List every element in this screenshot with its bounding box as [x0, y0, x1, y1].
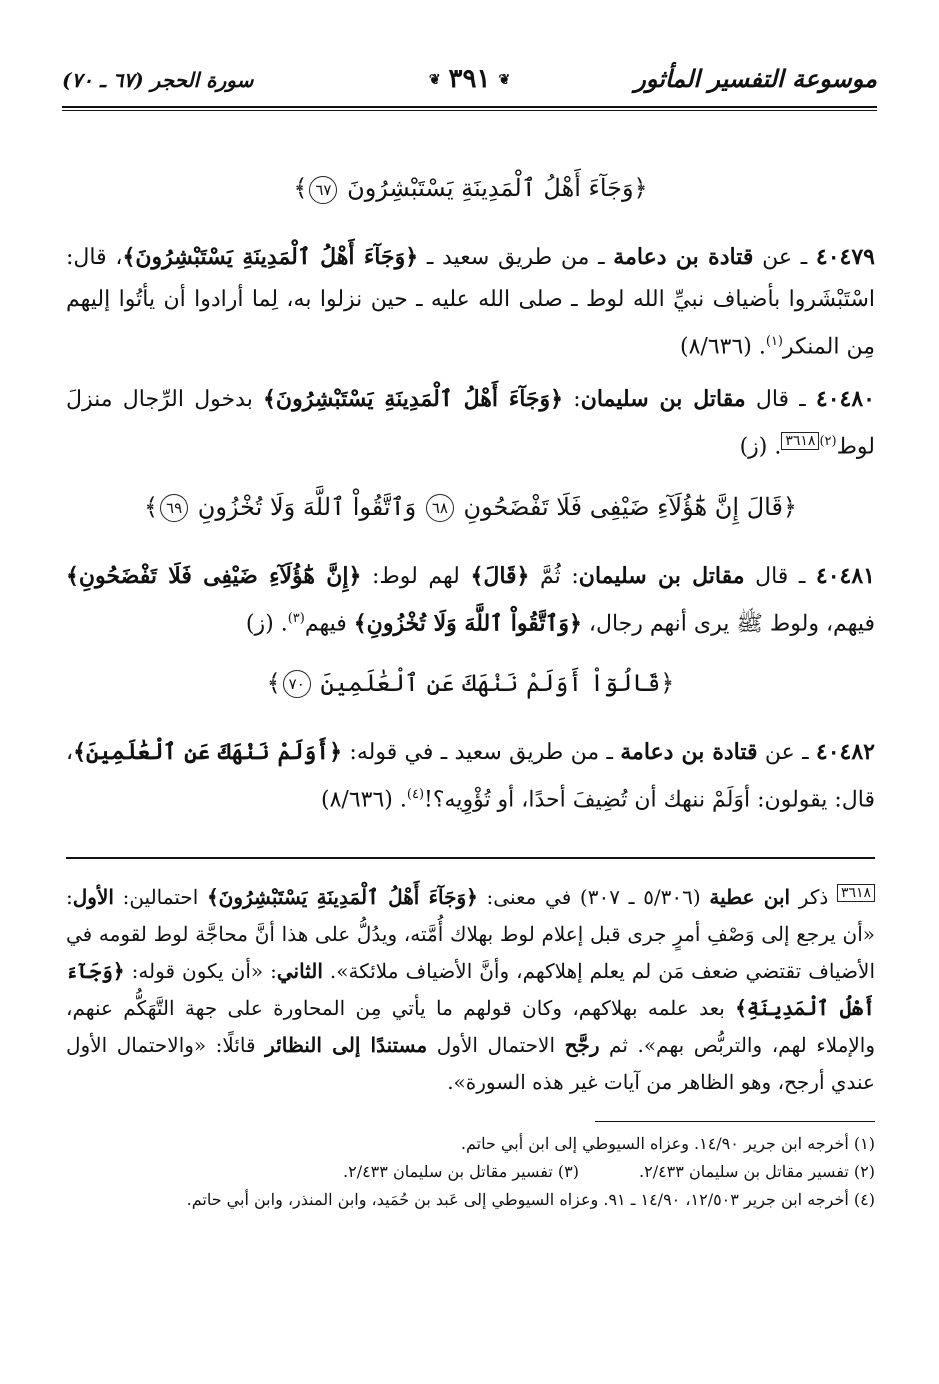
book-title: موسوعة التفسير المأثور	[634, 64, 877, 93]
narrator-name: مقاتل بن سليمان	[580, 386, 746, 413]
header-rule-thin	[62, 110, 877, 111]
entry-text: ـ قال	[745, 387, 816, 413]
verse-bracket: ﴾	[293, 174, 308, 202]
verse-bracket: ﴾	[266, 668, 281, 697]
page-number: ٣٩١	[448, 64, 491, 94]
quran-quote: ﴿وَجَآءَ أَهْلُ ٱلْمَدِينَةِ يَسْتَبْشِرُونَ﴾	[206, 885, 478, 910]
entry-text: : ثُمَّ	[529, 563, 579, 589]
entry-text: بدخول الرِّجال منزلَ لوط	[66, 387, 875, 460]
note-text: الاحتمال الأول	[427, 1033, 565, 1058]
note-text: (٥/٣٠٦ ـ ٣٠٧) في معنى:	[477, 885, 710, 910]
note-text: احتمالين:	[113, 885, 207, 910]
quran-quote: ﴿وَٱتَّقُواْ ٱللَّهَ وَلَا تُخْزُونِ﴾	[353, 609, 582, 636]
note-bold: ابن عطية	[709, 885, 791, 910]
verse-text: وَٱتَّقُواْ ٱللَّهَ وَلَا تُخْزُونِ	[197, 492, 424, 521]
entry-text: ـ من طريق سعيد ـ في قوله:	[342, 739, 621, 765]
entry-text: لهم لوط:	[361, 563, 471, 589]
footnote-ref[interactable]: (٣)	[287, 610, 305, 626]
ayah-number: ٦٧	[309, 176, 337, 204]
narration-entry	[66, 555, 875, 645]
note-text: : «أن يكون قوله:	[124, 959, 277, 984]
footnote-ref[interactable]: (٢)	[819, 434, 837, 450]
entry-text: ـ عن	[753, 245, 816, 270]
note-text: قائلًا: «والاحتمال الأول عندي أرجح، وهو الظاهر من آيات غير هذه السورة».	[66, 1033, 875, 1095]
entry-text: ـ قال	[744, 563, 816, 589]
ornament-icon: ❦	[428, 72, 441, 88]
verse-text: ﴿وَجَآءَ أَهْلُ ٱلْمَدِينَةِ يَسْتَبْشِرُونَ	[347, 174, 648, 202]
narrator-name: قتادة بن دعامة	[620, 738, 758, 765]
quran-quote: ﴿وَجَآءَ أَهْلُ ٱلْمَدِينَةِ يَسْتَبْشِرُونَ﴾	[263, 386, 564, 413]
entry-number: ٤٠٤٨٢	[815, 738, 875, 765]
verse-bracket: ﴾	[144, 492, 159, 521]
footnote-3: (٣) تفسير مقاتل بن سليمان ٢/٤٣٣.	[343, 1162, 579, 1182]
note-bold: رجَّح	[564, 1033, 600, 1058]
entry-text: ، قال: يقولون: أوَلَمْ ننهك أن تُضِيفَ أحدًا، أو تُؤْوِيه؟!	[66, 739, 875, 813]
source-ref: . (٨/٦٣٦)	[321, 787, 407, 813]
footnote-4: (٤) أخرجه ابن جرير ١٢/٥٠٣، ١٤/٩٠ ـ ٩١. وعزاه السيوطي إلى عَبد بن حُمَيد، وابن المنذر، وابن أبي حاتم.	[186, 1190, 875, 1210]
commentary-ref-box[interactable]: ٣٦١٨	[781, 432, 819, 450]
entry-text: :	[563, 387, 581, 413]
entry-text: ـ من طريق سعيد ـ	[418, 245, 614, 270]
entry-text: ـ عن	[757, 739, 816, 765]
page-content	[66, 150, 875, 1214]
narration-entry	[66, 236, 875, 368]
entry-text: ، قال: اسْتَبْشَروا بأضياف نبيِّ الله لوط ـ صلى الله عليه ـ حين نزلوا به، لِما أرادوا أن يأتُوا إليهم مِن المنكر	[66, 245, 875, 360]
note-bold: الأول	[72, 885, 114, 910]
note-text: : «أن يرجع إلى وَصْفِ أمرٍ جرى قبل إعلام لوط بهلاك أُمَّته، ويدُلُّ على هذا أنَّ محاجَّة لوط لقومه في الأضياف تقتضي ضعف مَن لم يعلم إهلاكهم، وأنَّ الأضياف ملائكة».	[66, 885, 876, 984]
commentary-note	[66, 879, 875, 1101]
footnote-2: (٢) تفسير مقاتل بن سليمان ٢/٤٣٣.	[639, 1162, 875, 1182]
note-bold: الثاني	[276, 959, 323, 984]
verse-text: ﴿قَالُوٓاْ أَوَلَمْ نَنْهَكَ عَنِ ٱلْعَٰلَمِينَ	[320, 668, 675, 697]
footnote-ref[interactable]: (٤)	[406, 786, 425, 802]
note-text: ذكر	[790, 885, 837, 910]
quran-quote: ﴿وَجَآءَ أَهْلُ ٱلْمَدِينَةِ يَسْتَبْشِرُونَ﴾	[122, 244, 419, 270]
narrator-name: قتادة بن دعامة	[613, 244, 754, 270]
entry-number: ٤٠٤٨٠	[815, 386, 875, 413]
footnote-separator	[595, 1121, 875, 1122]
quran-quote: ﴿قَالَ﴾	[470, 562, 530, 589]
footnote-1: (١) أخرجه ابن جرير ١٤/٩٠. وعزاه السيوطي إلى ابن أبي حاتم.	[460, 1134, 875, 1154]
commentary-separator	[66, 857, 875, 859]
verse-text: ﴿قَالَ إِنَّ هَٰٓؤُلَآءِ ضَيْفِى فَلَا تَفْضَحُونِ	[463, 492, 797, 521]
entry-number: ٤٠٤٧٩	[815, 244, 875, 270]
quran-quote: ﴿وَجَآءَ أَهْلُ ٱلْمَدِينَةِ﴾	[66, 959, 875, 1021]
note-bold: مستندًا إلى النظائر	[265, 1033, 428, 1058]
footnote-row-2-3	[66, 1158, 875, 1186]
surah-title: سورة الحجر (٦٧ ـ ٧٠)	[62, 68, 254, 92]
entry-text: فيهم، ولوط ﷺ يرى أنهم رجال،	[581, 610, 875, 636]
quran-quote: ﴿إِنَّ هَٰٓؤُلَآءِ ضَيْفِى فَلَا تَفْضَحُونِ﴾	[66, 562, 362, 589]
entry-number: ٤٠٤٨١	[815, 562, 875, 589]
narration-entry	[66, 378, 875, 468]
narration-entry	[66, 731, 875, 821]
source-ref: . (ز)	[739, 434, 782, 460]
entry-text: فيهم	[304, 610, 354, 636]
quran-quote: ﴿أَوَلَمْ نَنْهَكَ عَنِ ٱلْعَٰلَمِينَ﴾	[73, 738, 343, 765]
running-header	[62, 62, 877, 112]
verse-heading	[66, 487, 875, 527]
header-rule	[62, 106, 877, 108]
ayah-number: ٦٩	[160, 494, 188, 522]
ayah-number: ٦٨	[426, 494, 454, 522]
narrator-name: مقاتل بن سليمان	[578, 562, 745, 589]
verse-heading	[66, 663, 875, 703]
ornament-icon: ❦	[498, 72, 511, 88]
commentary-ref-box[interactable]: ٣٦١٨	[837, 884, 875, 902]
note-text: بعد علمه بهلاكهم، وكان قولهم ما يأتي مِن المحاورة على جهة التَّهَكُّم عنهم، والإملاء لهم، والتربُّص بهم». ثم	[66, 996, 875, 1058]
footnote-ref[interactable]: (١)	[765, 334, 783, 349]
source-ref: . (ز)	[245, 610, 288, 636]
source-ref: . (٨/٦٣٦)	[680, 334, 766, 360]
ayah-number: ٧٠	[283, 670, 311, 698]
verse-heading	[66, 168, 875, 208]
